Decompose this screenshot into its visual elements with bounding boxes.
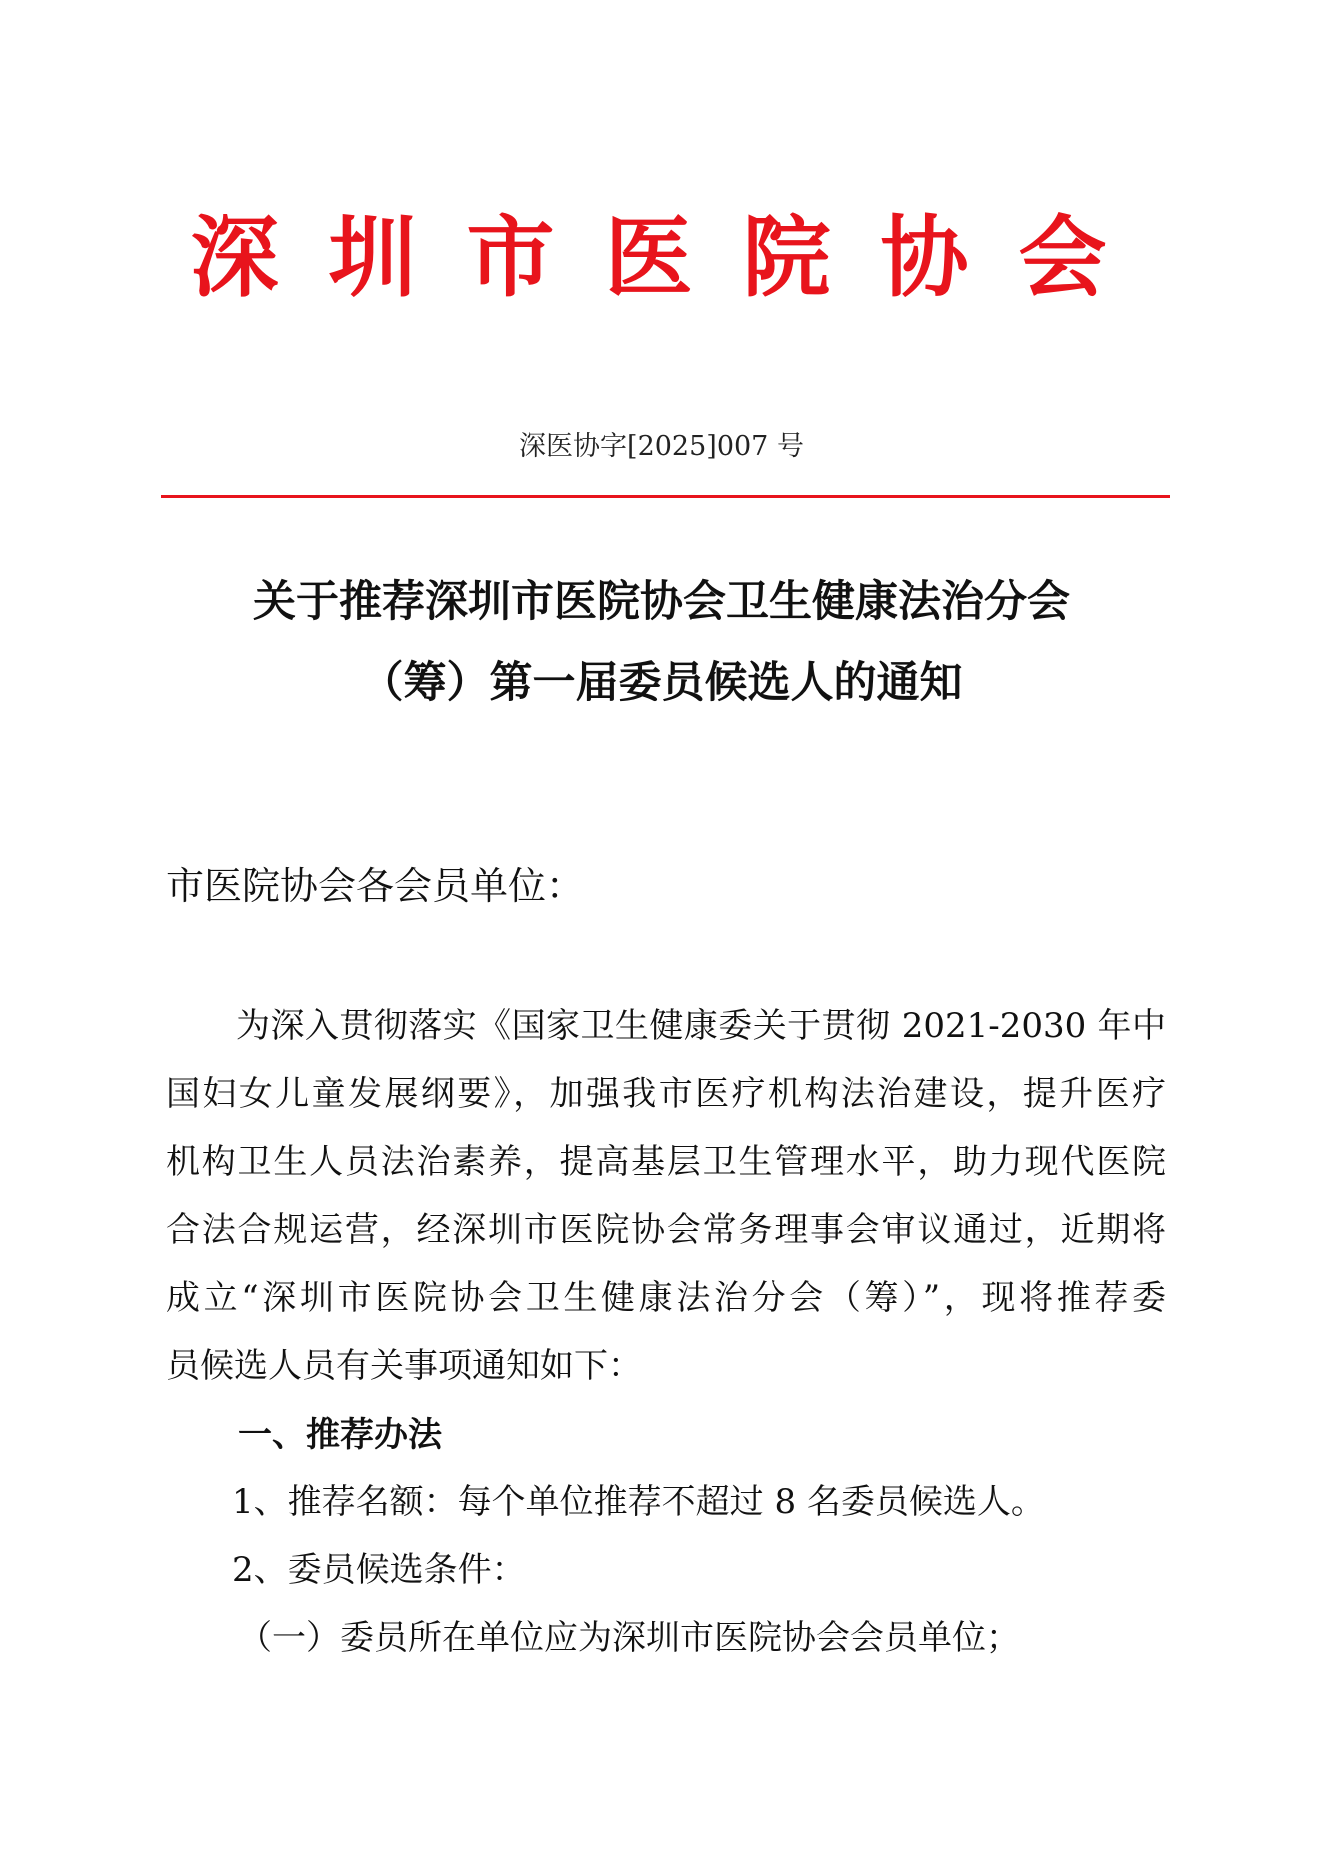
body-line: 为深入贯彻落实《国家卫生健康委关于贯彻 2021-2030 年中 [236,1006,1166,1046]
sub-list-item: （一）委员所在单位应为深圳市医院协会会员单位； [238,1618,1020,1658]
masthead-title: 深圳市医院协会 [190,206,1157,309]
list-item: 1、推荐名额：每个单位推荐不超过 8 名委员候选人。 [232,1482,1045,1522]
red-divider-rule [161,495,1170,498]
body-line: 国妇女儿童发展纲要》，加强我市医疗机构法治建设，提升医疗 [166,1074,1166,1114]
section-heading: 一、推荐办法 [238,1415,442,1455]
body-line: 员候选人员有关事项通知如下： [166,1346,642,1386]
body-line: 合法合规运营，经深圳市医院协会常务理事会审议通过，近期将 [166,1210,1166,1250]
notice-title-line-1: 关于推荐深圳市医院协会卫生健康法治分会 [253,577,1070,627]
notice-title-line-2: （筹）第一届委员候选人的通知 [360,658,963,708]
document-number: 深医协字[2025]007 号 [519,431,804,462]
list-item: 2、委员候选条件： [232,1550,526,1590]
body-line: 机构卫生人员法治素养，提高基层卫生管理水平，助力现代医院 [166,1142,1166,1182]
salutation: 市医院协会各会员单位： [166,864,585,908]
body-line: 成立“深圳市医院协会卫生健康法治分会（筹）”，现将推荐委 [166,1278,1166,1318]
